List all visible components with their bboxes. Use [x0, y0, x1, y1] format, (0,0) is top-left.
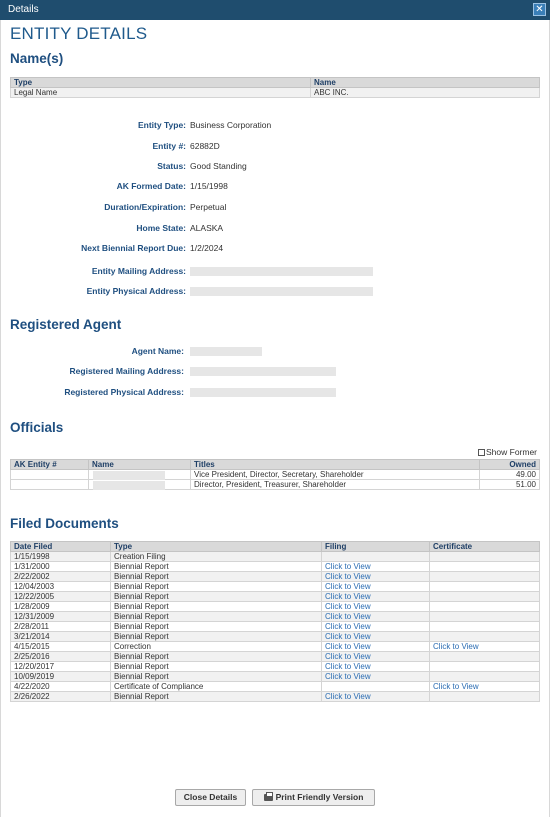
column-header: Type [11, 78, 311, 88]
table-row [11, 682, 540, 692]
agent-name-row [0, 346, 550, 358]
physical-address-row [0, 286, 550, 298]
name-value-cell: ABC INC. [311, 88, 540, 98]
agent-name-label: Agent Name: [131, 346, 184, 356]
duration-value: Perpetual [190, 202, 227, 212]
redacted-agent-physical [190, 388, 336, 397]
official-name-cell [89, 470, 191, 480]
status-label: Status: [157, 161, 186, 171]
table-row [11, 582, 540, 592]
date-filed-cell: 2/26/2022 [11, 692, 111, 702]
date-filed-cell: 12/31/2009 [11, 612, 111, 622]
entity-number-row [0, 141, 550, 153]
column-header: Date Filed [11, 542, 111, 552]
name-type-cell: Legal Name [11, 88, 311, 98]
table-row [11, 612, 540, 622]
column-header: Filing [322, 542, 430, 552]
date-filed-cell: 2/25/2016 [11, 652, 111, 662]
home-state-label: Home State: [136, 223, 186, 233]
filing-link[interactable]: Click to View [322, 662, 430, 672]
table-row [11, 652, 540, 662]
physical-address-label: Entity Physical Address: [86, 286, 186, 296]
filing-link[interactable]: Click to View [322, 602, 430, 612]
date-filed-cell: 4/22/2020 [11, 682, 111, 692]
print-friendly-label: Print Friendly Version [275, 792, 364, 802]
document-type-cell: Correction [111, 642, 322, 652]
filing-link[interactable]: Click to View [322, 672, 430, 682]
biennial-due-label: Next Biennial Report Due: [81, 243, 186, 253]
close-details-button[interactable]: Close Details [175, 789, 246, 806]
table-row [11, 592, 540, 602]
filing-link[interactable]: Click to View [322, 622, 430, 632]
status-value: Good Standing [190, 161, 247, 171]
close-icon[interactable]: ✕ [533, 3, 546, 16]
certificate-link [430, 632, 540, 642]
duration-row [0, 202, 550, 214]
entity-number-label: Entity #: [152, 141, 186, 151]
agent-mailing-row [0, 366, 550, 378]
filing-link [322, 552, 430, 562]
certificate-link [430, 572, 540, 582]
document-type-cell: Creation Filing [111, 552, 322, 562]
table-row [11, 632, 540, 642]
column-header: Certificate [430, 542, 540, 552]
column-header: AK Entity # [11, 460, 89, 470]
document-type-cell: Biennial Report [111, 612, 322, 622]
table-row [11, 602, 540, 612]
table-row [11, 662, 540, 672]
mailing-address-label: Entity Mailing Address: [91, 266, 186, 276]
document-type-cell: Biennial Report [111, 592, 322, 602]
document-type-cell: Biennial Report [111, 632, 322, 642]
official-owned-cell: 51.00 [480, 480, 540, 490]
entity-type-row [0, 120, 550, 132]
column-header: Name [311, 78, 540, 88]
column-header: Titles [191, 460, 480, 470]
table-row [11, 672, 540, 682]
agent-mailing-label: Registered Mailing Address: [69, 366, 184, 376]
date-filed-cell: 1/15/1998 [11, 552, 111, 562]
table-row [11, 470, 540, 480]
certificate-link[interactable]: Click to View [430, 682, 540, 692]
entity-type-label: Entity Type: [137, 120, 186, 130]
formed-date-value: 1/15/1998 [190, 181, 228, 191]
date-filed-cell: 3/21/2014 [11, 632, 111, 642]
filed-documents-table [10, 541, 540, 702]
filing-link[interactable]: Click to View [322, 562, 430, 572]
certificate-link [430, 692, 540, 702]
official-owned-cell: 49.00 [480, 470, 540, 480]
date-filed-cell: 12/20/2017 [11, 662, 111, 672]
entity-type-value: Business Corporation [190, 120, 272, 130]
document-type-cell: Biennial Report [111, 562, 322, 572]
certificate-link [430, 612, 540, 622]
entity-number-value: 62882D [190, 141, 220, 151]
duration-label: Duration/Expiration: [104, 202, 186, 212]
date-filed-cell: 1/31/2000 [11, 562, 111, 572]
redacted-official-name [93, 481, 165, 490]
show-former-label: Show Former [486, 447, 538, 457]
date-filed-cell: 12/22/2005 [11, 592, 111, 602]
filing-link[interactable]: Click to View [322, 582, 430, 592]
document-type-cell: Biennial Report [111, 582, 322, 592]
formed-date-label: AK Formed Date: [116, 181, 186, 191]
officials-heading: Officials [10, 420, 64, 435]
document-type-cell: Biennial Report [111, 652, 322, 662]
table-row [11, 692, 540, 702]
filing-link[interactable]: Click to View [322, 612, 430, 622]
dialog-title: Details [8, 4, 39, 15]
date-filed-cell: 4/15/2015 [11, 642, 111, 652]
dialog-titlebar [0, 0, 550, 20]
document-type-cell: Biennial Report [111, 602, 322, 612]
certificate-link [430, 662, 540, 672]
filing-link [322, 682, 430, 692]
names-table [10, 77, 540, 98]
table-row [11, 88, 540, 98]
printer-icon [264, 794, 273, 801]
agent-physical-row [0, 387, 550, 399]
official-name-cell [89, 480, 191, 490]
redacted-agent-name [190, 347, 262, 356]
date-filed-cell: 2/28/2011 [11, 622, 111, 632]
official-entity-cell [11, 470, 89, 480]
table-row [11, 480, 540, 490]
table-row [11, 642, 540, 652]
date-filed-cell: 12/04/2003 [11, 582, 111, 592]
print-friendly-button[interactable] [252, 789, 375, 806]
home-state-row [0, 223, 550, 235]
filed-documents-heading: Filed Documents [10, 516, 119, 531]
filing-link[interactable]: Click to View [322, 632, 430, 642]
biennial-due-row [0, 243, 550, 255]
date-filed-cell: 2/22/2002 [11, 572, 111, 582]
official-titles-cell: Vice President, Director, Secretary, Shareholder [191, 470, 480, 480]
document-type-cell: Biennial Report [111, 622, 322, 632]
show-former-checkbox[interactable] [478, 447, 537, 457]
home-state-value: ALASKA [190, 223, 224, 233]
certificate-link [430, 582, 540, 592]
status-row [0, 161, 550, 173]
page-title: ENTITY DETAILS [10, 24, 148, 43]
certificate-link [430, 562, 540, 572]
agent-physical-label: Registered Physical Address: [64, 387, 184, 397]
official-titles-cell: Director, President, Treasurer, Shareholder [191, 480, 480, 490]
registered-agent-heading: Registered Agent [10, 317, 122, 332]
certificate-link [430, 552, 540, 562]
filed-documents-body [11, 552, 540, 702]
certificate-link [430, 602, 540, 612]
filing-link[interactable]: Click to View [322, 572, 430, 582]
date-filed-cell: 10/09/2019 [11, 672, 111, 682]
certificate-link [430, 592, 540, 602]
mailing-address-row [0, 266, 550, 278]
names-heading: Name(s) [10, 51, 64, 66]
column-header: Owned [480, 460, 540, 470]
table-row [11, 552, 540, 562]
filing-link[interactable]: Click to View [322, 652, 430, 662]
redacted-physical-address [190, 287, 373, 296]
filing-link[interactable]: Click to View [322, 642, 430, 652]
document-type-cell: Biennial Report [111, 662, 322, 672]
document-type-cell: Certificate of Compliance [111, 682, 322, 692]
certificate-link [430, 672, 540, 682]
filing-link[interactable]: Click to View [322, 692, 430, 702]
document-type-cell: Biennial Report [111, 672, 322, 682]
formed-date-row [0, 181, 550, 193]
column-header: Type [111, 542, 322, 552]
date-filed-cell: 1/28/2009 [11, 602, 111, 612]
redacted-mailing-address [190, 267, 373, 276]
table-row [11, 562, 540, 572]
checkbox-icon[interactable] [478, 449, 485, 456]
table-row [11, 622, 540, 632]
official-entity-cell [11, 480, 89, 490]
redacted-agent-mailing [190, 367, 336, 376]
document-type-cell: Biennial Report [111, 572, 322, 582]
officials-table [10, 459, 540, 490]
certificate-link [430, 622, 540, 632]
certificate-link[interactable]: Click to View [430, 642, 540, 652]
column-header: Name [89, 460, 191, 470]
certificate-link [430, 652, 540, 662]
filing-link[interactable]: Click to View [322, 592, 430, 602]
biennial-due-value: 1/2/2024 [190, 243, 224, 253]
document-type-cell: Biennial Report [111, 692, 322, 702]
table-row [11, 572, 540, 582]
